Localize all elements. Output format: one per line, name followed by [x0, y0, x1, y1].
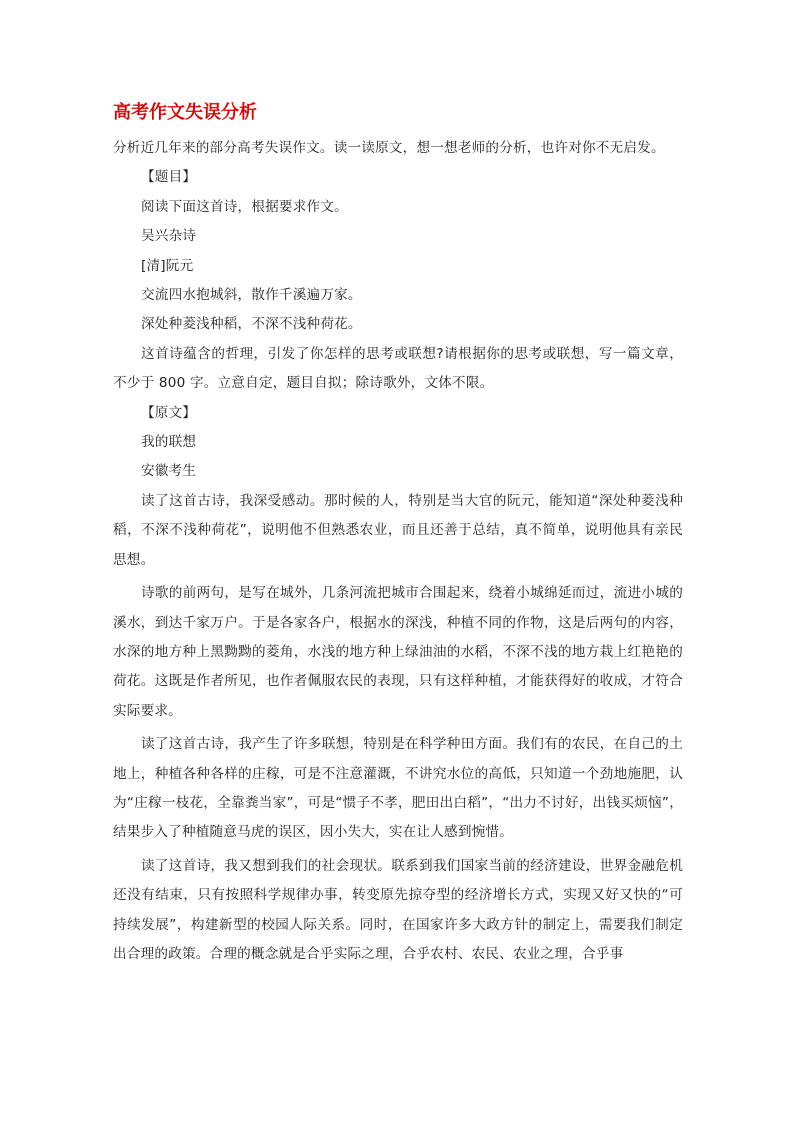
essay-title: 我的联想	[141, 434, 197, 451]
essay-paragraph-4: 读了这首诗，我又想到我们的社会现状。联系到我们国家当前的经济建设，世界金融危机还没有结束，只有按照科学规律办事，转变原先掠夺型的经济增长方式，实现又好又快的“可持续发展”，构建新型的校园人际关系。同时，在国家许多大政方针的制定上，需要我们制定出合理的政策。合理的概念就是合乎实际之理，合乎农村、农民、农业之理，合乎事	[113, 857, 683, 962]
original-label: 【原文】	[141, 404, 197, 421]
poem-line-1: 交流四水抱城斜，散作千溪遍万家。	[141, 287, 362, 304]
poem-line-2: 深处种菱浅种稻，不深不浅种荷花。	[141, 316, 362, 333]
essay-paragraph-1: 读了这首古诗，我深受感动。那时候的人，特别是当大官的阮元，能知道“深处种菱浅种稻，不深不浅种荷花”，说明他不但熟悉农业，而且还善于总结，真不简单，说明他具有亲民思想。	[113, 492, 683, 568]
poem-author: [清]阮元	[141, 257, 194, 274]
poem-title: 吴兴杂诗	[141, 228, 197, 245]
instruction-text: 阅读下面这首诗，根据要求作文。	[141, 198, 348, 215]
essay-paragraph-2: 诗歌的前两句，是写在城外，几条河流把城市合围起来，绕着小城绵延而过，流进小城的溪水，到达千家万户。于是各家各户，根据水的深浅，种植不同的作物，这是后两句的内容，水深的地方种上黑黝黝的菱角，水浅的地方种上绿油油的水稻，不深不浅的地方栽上红艳艳的荷花。这既是作者所见，也作者佩服农民的表现，只有这样种植，才能获得好的收成，才符合实际要求。	[113, 585, 683, 719]
document-page	[113, 100, 683, 969]
essay-author: 安徽考生	[141, 463, 197, 480]
topic-label: 【题目】	[141, 169, 197, 186]
document-title: 高考作文失误分析	[113, 102, 257, 123]
requirement-text: 这首诗蕴含的哲理，引发了你怎样的思考或联想?请根据你的思考或联想，写一篇文章，不少于 800 字。立意自定，题目自拟；除诗歌外，文体不限。	[113, 345, 683, 392]
essay-paragraph-3: 读了这首古诗，我产生了许多联想，特别是在科学种田方面。我们有的农民，在自己的土地上，种植各种各样的庄稼，可是不注意灌溉，不讲究水位的高低，只知道一个劲地施肥，认为“庄稼一枝花，全靠粪当家”，可是“惯子不孝，肥田出白稻”，“出力不讨好，出钱买烦恼”，结果步入了种植随意马虎的误区，因小失大，实在让人感到惋惜。	[113, 736, 683, 841]
intro-paragraph: 分析近几年来的部分高考失误作文。读一读原文，想一想老师的分析，也许对你不无启发。	[113, 140, 665, 156]
